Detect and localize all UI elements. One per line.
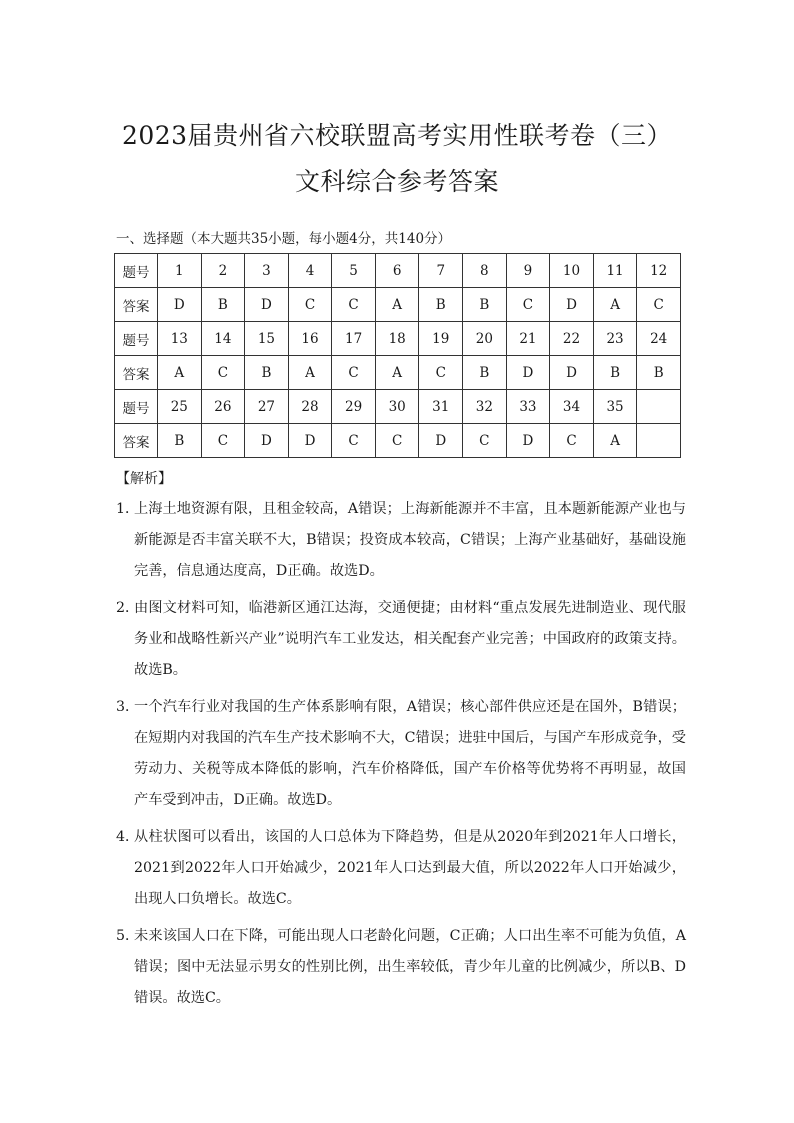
item-text: 从柱状图可以看出，该国的人口总体为下降趋势，但是从2020年到2021年人口增长，2021到2022年人口开始减少，2021年人口达到最大值，所以2022年人口开始减少，出现人口负增长。故选C。 xyxy=(134,829,686,907)
analysis-item xyxy=(116,494,686,587)
row-header-cell: 答案 xyxy=(115,356,158,390)
table-cell: 24 xyxy=(637,322,681,356)
analysis-item xyxy=(116,822,686,915)
question-number-row xyxy=(115,322,681,356)
question-number-row xyxy=(115,390,681,424)
table-cell: B xyxy=(637,356,681,390)
table-cell: 4 xyxy=(288,254,332,288)
table-cell: C xyxy=(419,356,463,390)
table-cell: D xyxy=(506,356,550,390)
table-cell: A xyxy=(375,288,419,322)
table-cell: 3 xyxy=(245,254,289,288)
table-cell: D xyxy=(550,356,594,390)
table-cell: 31 xyxy=(419,390,463,424)
table-cell: A xyxy=(288,356,332,390)
table-cell: 14 xyxy=(201,322,245,356)
item-text: 一个汽车行业对我国的生产体系影响有限，A错误；核心部件供应还是在国外，B错误；在短期内对我国的汽车生产技术影响不大，C错误；进驻中国后，与国产车形成竞争，受劳动力、关税等成本降低的影响，汽车价格降低，国产车价格等优势将不再明显，故国产车受到冲击，D正确。故选D。 xyxy=(134,699,686,808)
table-cell: 22 xyxy=(550,322,594,356)
table-cell: 26 xyxy=(201,390,245,424)
table-cell: 12 xyxy=(637,254,681,288)
row-header-cell: 题号 xyxy=(115,254,158,288)
table-cell: 2 xyxy=(201,254,245,288)
section-heading: 一、选择题（本大题共35小题，每小题4分，共140分） xyxy=(116,231,452,247)
table-cell: 21 xyxy=(506,322,550,356)
question-number-row xyxy=(115,254,681,288)
table-cell: D xyxy=(506,424,550,458)
table-cell: 33 xyxy=(506,390,550,424)
table-cell: 13 xyxy=(158,322,202,356)
table-cell: 8 xyxy=(463,254,507,288)
table-cell: 1 xyxy=(158,254,202,288)
item-number: 1． xyxy=(116,501,140,517)
table-cell: C xyxy=(201,424,245,458)
analysis-item xyxy=(116,593,686,686)
table-cell: 5 xyxy=(332,254,376,288)
table-cell: 16 xyxy=(288,322,332,356)
table-cell: D xyxy=(550,288,594,322)
table-cell: 19 xyxy=(419,322,463,356)
answer-table xyxy=(114,253,681,458)
answer-row xyxy=(115,424,681,458)
table-cell: C xyxy=(550,424,594,458)
table-cell: A xyxy=(593,424,637,458)
table-cell: 35 xyxy=(593,390,637,424)
table-cell: 25 xyxy=(158,390,202,424)
table-cell: C xyxy=(506,288,550,322)
table-cell: C xyxy=(463,424,507,458)
row-header-cell: 答案 xyxy=(115,424,158,458)
table-cell: D xyxy=(419,424,463,458)
table-cell: 27 xyxy=(245,390,289,424)
table-cell: 10 xyxy=(550,254,594,288)
table-cell: 32 xyxy=(463,390,507,424)
table-cell: B xyxy=(245,356,289,390)
table-cell: D xyxy=(245,288,289,322)
table-cell: 9 xyxy=(506,254,550,288)
table-cell: D xyxy=(158,288,202,322)
analysis-label: 【解析】 xyxy=(116,471,172,487)
table-cell: C xyxy=(637,288,681,322)
table-cell: 23 xyxy=(593,322,637,356)
table-cell: C xyxy=(201,356,245,390)
row-header-cell: 答案 xyxy=(115,288,158,322)
row-header-cell: 题号 xyxy=(115,322,158,356)
table-cell: 18 xyxy=(375,322,419,356)
row-header-cell: 题号 xyxy=(115,390,158,424)
table-cell: 30 xyxy=(375,390,419,424)
answer-row xyxy=(115,288,681,322)
table-cell: B xyxy=(201,288,245,322)
page-subtitle: 文科综合参考答案 xyxy=(294,167,499,196)
table-cell: 20 xyxy=(463,322,507,356)
table-cell: B xyxy=(463,356,507,390)
table-cell: C xyxy=(332,424,376,458)
table-cell xyxy=(637,424,681,458)
table-cell: C xyxy=(288,288,332,322)
table-cell: A xyxy=(375,356,419,390)
table-cell: 7 xyxy=(419,254,463,288)
table-cell: 6 xyxy=(375,254,419,288)
table-cell: 29 xyxy=(332,390,376,424)
table-cell: A xyxy=(593,288,637,322)
page-title: 2023届贵州省六校联盟高考实用性联考卷（三） xyxy=(121,121,673,150)
analysis-item xyxy=(116,921,686,1014)
item-number: 5． xyxy=(116,928,140,944)
table-cell: B xyxy=(419,288,463,322)
table-cell: 28 xyxy=(288,390,332,424)
table-cell: C xyxy=(375,424,419,458)
item-number: 3． xyxy=(116,699,140,715)
item-text: 未来该国人口在下降，可能出现人口老龄化问题，C正确；人口出生率不可能为负值，A错误；图中无法显示男女的性别比例，出生率较低，青少年儿童的比例减少，所以B、D错误。故选C。 xyxy=(134,928,686,1006)
table-cell: B xyxy=(158,424,202,458)
table-cell: A xyxy=(158,356,202,390)
answer-row xyxy=(115,356,681,390)
table-cell: C xyxy=(332,356,376,390)
table-cell: 34 xyxy=(550,390,594,424)
table-cell: D xyxy=(245,424,289,458)
table-cell: B xyxy=(593,356,637,390)
analysis-list xyxy=(116,494,686,1020)
table-cell: B xyxy=(463,288,507,322)
table-cell: 17 xyxy=(332,322,376,356)
item-text: 由图文材料可知，临港新区通江达海，交通便捷；由材料“重点发展先进制造业、现代服务业和战略性新兴产业”说明汽车工业发达，相关配套产业完善；中国政府的政策支持。故选B。 xyxy=(134,600,686,678)
analysis-item xyxy=(116,692,686,816)
table-cell: C xyxy=(332,288,376,322)
item-text: 上海土地资源有限，且租金较高，A错误；上海新能源并不丰富，且本题新能源产业也与新能源是否丰富关联不大，B错误；投资成本较高，C错误；上海产业基础好，基础设施完善，信息通达度高，D正确。故选D。 xyxy=(134,501,686,579)
table-cell: 15 xyxy=(245,322,289,356)
table-cell: 11 xyxy=(593,254,637,288)
table-cell xyxy=(637,390,681,424)
item-number: 4． xyxy=(116,829,140,845)
item-number: 2． xyxy=(116,600,140,616)
table-cell: D xyxy=(288,424,332,458)
